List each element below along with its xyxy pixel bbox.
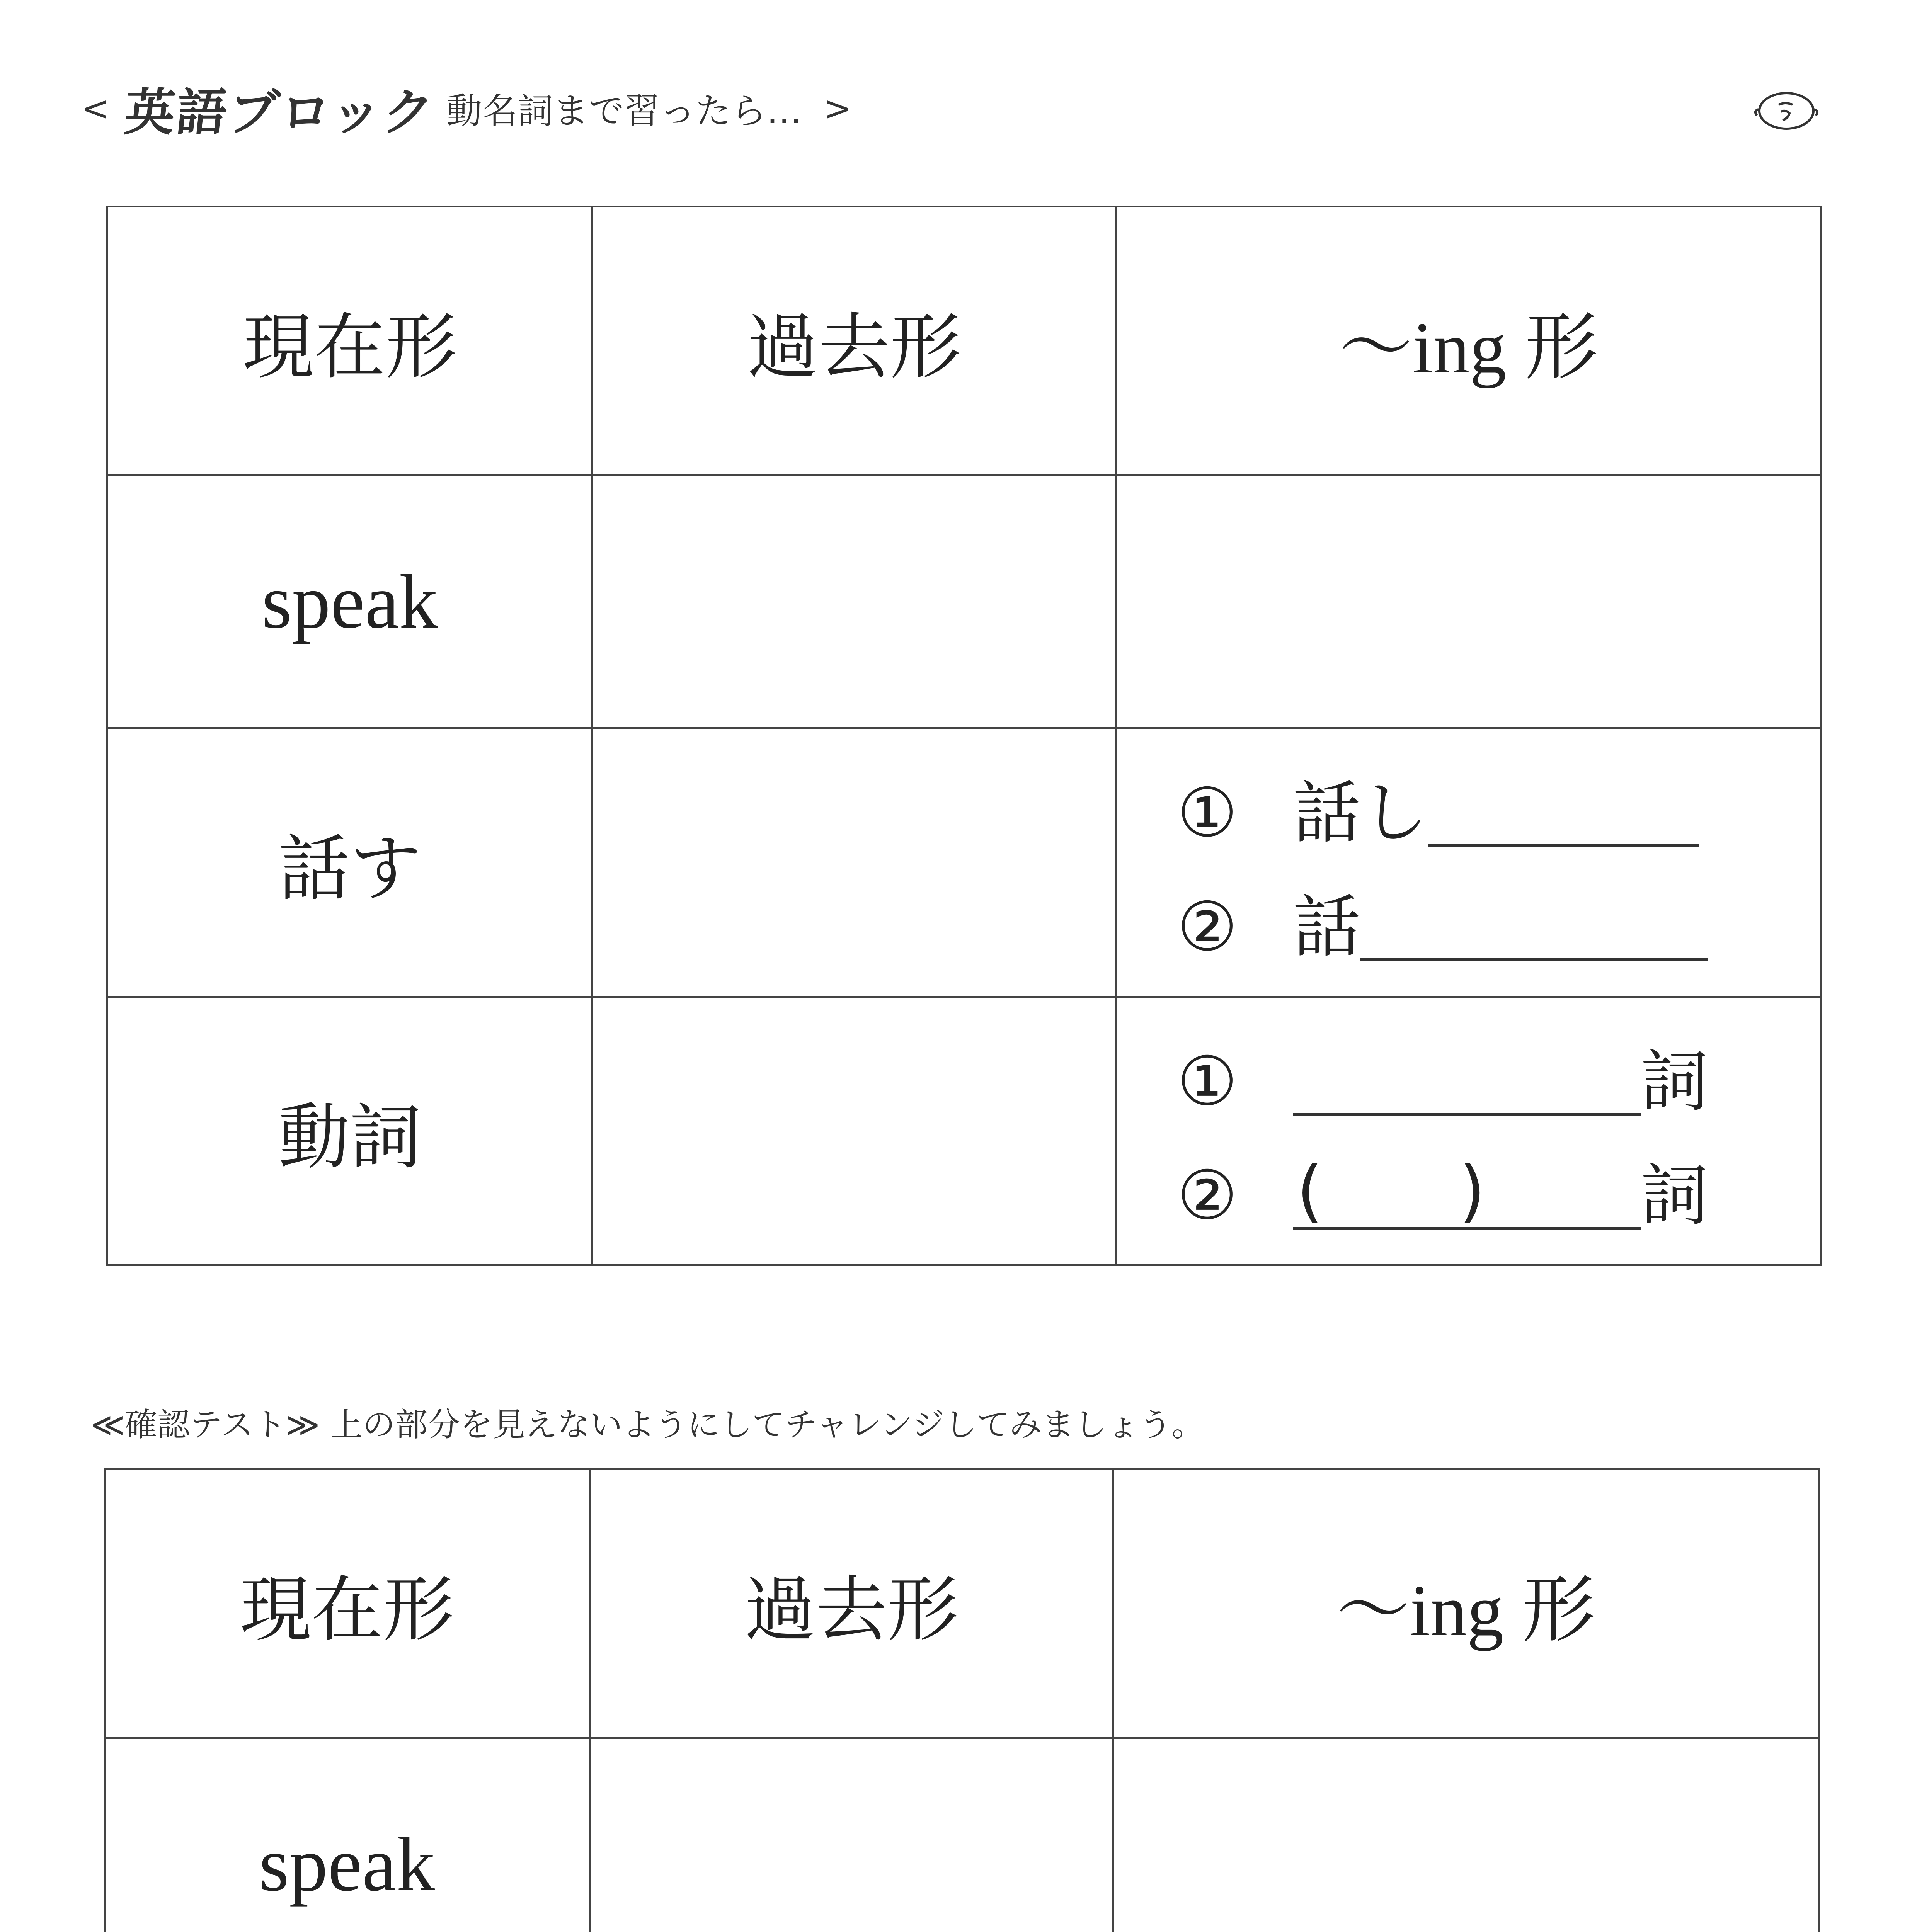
cell-pos: 動詞 xyxy=(107,997,592,1265)
header-present: 現在形 xyxy=(107,207,592,475)
answer-blank[interactable] xyxy=(1360,900,1708,961)
header-past: 過去形 xyxy=(592,207,1116,475)
cell-present-en: speak xyxy=(107,475,592,728)
table-header-row xyxy=(105,1469,1819,1738)
cell-ing-meanings xyxy=(1116,728,1822,997)
cell-present-en: speak xyxy=(105,1738,590,1932)
cell-past-pos-blank[interactable] xyxy=(592,997,1116,1265)
table-row-pos xyxy=(107,997,1822,1265)
header-ing: 〜ing 形 xyxy=(1116,207,1822,475)
cell-past-meaning-blank[interactable] xyxy=(592,728,1116,997)
answer-line: ① 詞 xyxy=(1177,1043,1708,1121)
answer-blank[interactable] xyxy=(1293,1055,1641,1116)
answer-line: ② 話 xyxy=(1177,878,1820,961)
header-ing: 〜ing 形 xyxy=(1113,1469,1819,1738)
header-close-bracket: > xyxy=(823,88,852,128)
answer-line: ① 話し xyxy=(1177,764,1820,847)
answer-blank[interactable] xyxy=(1428,786,1699,847)
table-header-row xyxy=(107,207,1822,475)
face-mascot-icon xyxy=(1751,87,1820,133)
page-subtitle: 動名詞まで習ったら… xyxy=(446,90,802,132)
header-open-bracket: < xyxy=(81,88,110,128)
verb-forms-test-table xyxy=(104,1468,1820,1932)
table-row-meaning xyxy=(107,728,1822,997)
header-past: 過去形 xyxy=(590,1469,1113,1738)
cell-past-blank[interactable] xyxy=(592,475,1116,728)
answer-line: ② ( ) 詞 xyxy=(1177,1152,1708,1235)
cell-present-ja: 話す xyxy=(107,728,592,997)
answer-blank[interactable]: ( ) xyxy=(1293,1169,1641,1230)
page-header xyxy=(81,79,852,142)
table-row-speak xyxy=(107,475,1822,728)
verb-forms-table xyxy=(106,206,1822,1266)
test-caption: ≪確認テスト≫ 上の部分を見えないようにしてチャレンジしてみましょう。 xyxy=(91,1406,1204,1444)
cell-past-blank[interactable] xyxy=(590,1738,1113,1932)
table-row-speak xyxy=(105,1738,1819,1932)
cell-ing-blank[interactable] xyxy=(1113,1738,1819,1932)
cell-ing-pos xyxy=(1116,997,1822,1265)
logo: 英語ブロック xyxy=(121,83,438,142)
cell-ing-blank[interactable] xyxy=(1116,475,1822,728)
header-present: 現在形 xyxy=(105,1469,590,1738)
